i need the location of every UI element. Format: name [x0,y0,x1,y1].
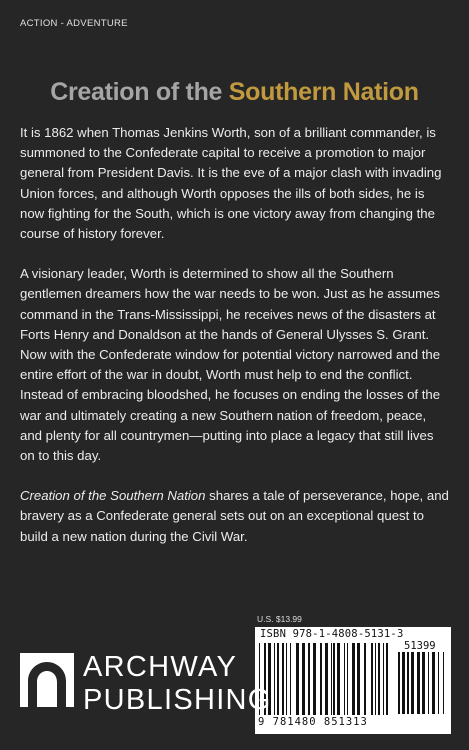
barcode-bar [371,643,373,715]
barcode-bar [337,643,340,715]
ean-number: 9 781480 851313 [258,716,368,728]
barcode-bar [296,643,299,715]
blurb-paragraph-1: It is 1862 when Thomas Jenkins Worth, son of a brilliant commander, is summoned to the Confederate capital to receive a promotion to major general from President Davis. It is the eve of a major clash with invading Union forces, and although Worth opposes the ills of both sides, he is now fighting for the South, which is one victory away from changing the course of history forever. [20,125,442,242]
barcode-bar [383,643,384,715]
barcode-bar [357,643,360,715]
barcode-bar [364,643,366,715]
barcode-bar [375,643,376,715]
blurb-paragraph-3 [20,486,451,547]
title-part-1: Creation of the [50,78,229,106]
publisher-line-1: ARCHWAY [83,651,238,683]
barcode-bar [282,643,284,715]
closing-text: shares a tale of perseverance, hope, and bravery as a Confederate general sets out on an exceptional quest to build a new nation during the Civil War. [20,488,449,544]
blurb-paragraph-2: A visionary leader, Worth is determined to show all the Southern gentlemen dreamers how the war needs to be won. Just as he assumes command in the Trans-Mississippi, he receives news of the disasters at Forts Henry and Donaldson at the hands of General Ulysses S. Grant. Now with the Confederate window for potential victory narrowed and the entire effort of the war in doubt, Worth must help to end the conflict. Instead of embracing bloodshed, he focuses on ending the losses of the war and ultimately creating a new Southern nation of freedom, peace, and plenty for all countrymen—putting into place a legacy that still lives on to this day. [20,266,441,464]
barcode-bar [274,643,275,715]
barcode-bar [277,643,279,715]
barcode-bar [386,643,388,715]
genre-label: ACTION - ADVENTURE [20,18,128,29]
ean-barcode-bars [259,643,391,715]
barcode-bar [407,652,409,714]
price-label: U.S. $13.99 [257,614,302,624]
title-part-2: Southern Nation [228,78,419,106]
publisher-line-2: PUBLISHING [83,684,272,716]
barcode-bar [333,643,335,715]
barcode-bar [432,652,435,714]
barcode-bar [411,652,414,714]
barcode-bar [398,652,400,714]
barcode-bar [331,643,332,715]
isbn-text: ISBN 978-1-4808-5131-3 [260,628,404,640]
price-code-number: 51399 [404,640,436,652]
barcode-bar [438,652,439,714]
barcode-bar [325,643,328,715]
price-code-bars [398,652,448,714]
barcode-bar [402,652,405,714]
barcode-bar [352,643,355,715]
book-title [0,78,469,107]
barcode-bar [443,652,444,714]
barcode-bar [344,643,345,715]
publisher-name [83,651,272,717]
barcode-bar [378,643,380,715]
closing-title-italic: Creation of the Southern Nation [20,488,206,504]
blurb [20,123,451,567]
barcode-bar [422,652,425,714]
barcode-bar [428,652,429,714]
archway-logo-icon [20,653,74,707]
barcode-bar [417,652,420,714]
barcode-bar [347,643,348,715]
barcode-bar [286,643,287,715]
barcode-bar [308,643,310,715]
barcode-bar [302,643,305,715]
barcode-bar [320,643,322,715]
barcode-bar [290,643,291,715]
barcode-bar [313,643,316,715]
